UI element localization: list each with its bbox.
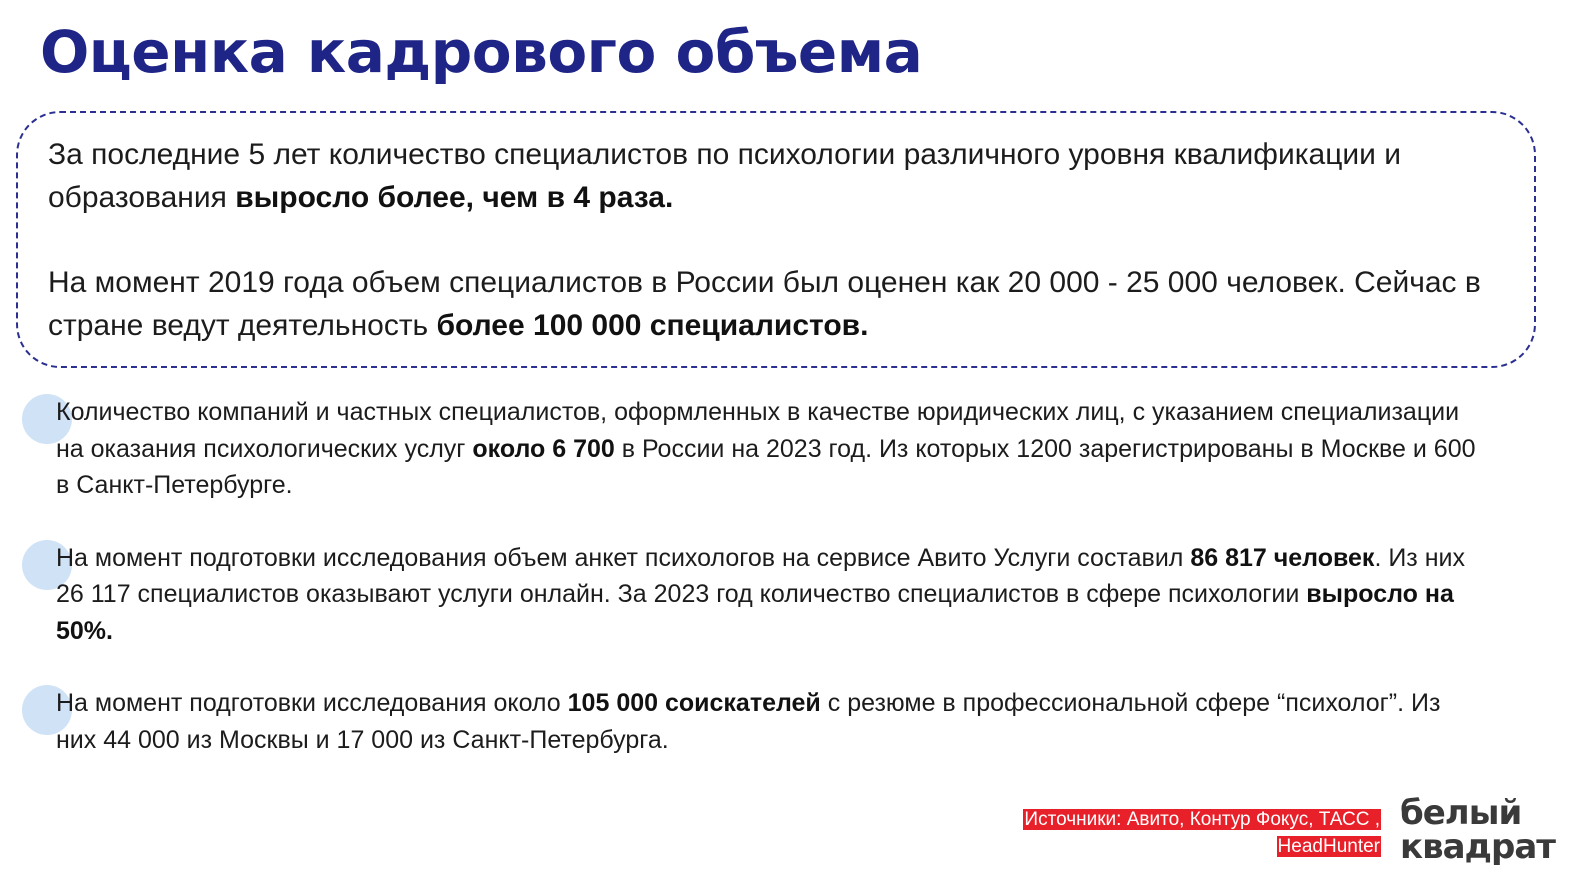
callout-text: На момент 2019 года объем специалистов в России был оценен как 20 000 - 25 000 человек. Сейчас в стране ведут деятельность xyxy=(48,266,1481,342)
bullet-headhunter xyxy=(0,685,1476,758)
bullet-text: На момент подготовки исследования около 105 000 соискателей с резюме в профессиональной сфере “психолог”. Из них 44 000 из Москвы и 17 000 из Санкт-Петербурга. xyxy=(56,689,1441,754)
logo-line: белый xyxy=(1400,793,1522,833)
sources-line: Источники: Авито, Контур Фокус, ТАСС , xyxy=(1024,809,1380,830)
sources-line: HeadHunter xyxy=(1277,836,1380,857)
bullet-avito xyxy=(0,540,1476,650)
brand-logo xyxy=(1400,793,1555,867)
callout-paragraph-growth xyxy=(48,133,1504,219)
logo-line: квадрат xyxy=(1400,827,1555,867)
callout-text: За последние 5 лет количество специалистов по психологии различного уровня квалификации и образования xyxy=(48,138,1402,214)
bullet-text: Количество компаний и частных специалистов, оформленных в качестве юридических лиц, с указанием специализации на оказания психологических услуг около 6 700 в России на 2023 год. Из которых 1200 зарегистрированы в Москве и 600 в Санкт-Петербурге. xyxy=(56,398,1476,499)
bullet-list xyxy=(0,394,1577,758)
page-title: Оценка кадрового объема xyxy=(40,18,923,86)
bullet-companies xyxy=(0,394,1476,504)
callout-paragraph-volume xyxy=(48,261,1504,347)
callout-emphasis: выросло более, чем в 4 раза. xyxy=(235,181,674,214)
bullet-text: На момент подготовки исследования объем анкет психологов на сервисе Авито Услуги составил 86 817 человек. Из них 26 117 специалистов оказывают услуги онлайн. За 2023 год количество специалистов в сфере психологии выросло на 50%. xyxy=(56,543,1465,645)
summary-callout xyxy=(16,111,1536,368)
callout-emphasis: более 100 000 специалистов. xyxy=(436,309,869,342)
sources-note xyxy=(1023,806,1381,860)
